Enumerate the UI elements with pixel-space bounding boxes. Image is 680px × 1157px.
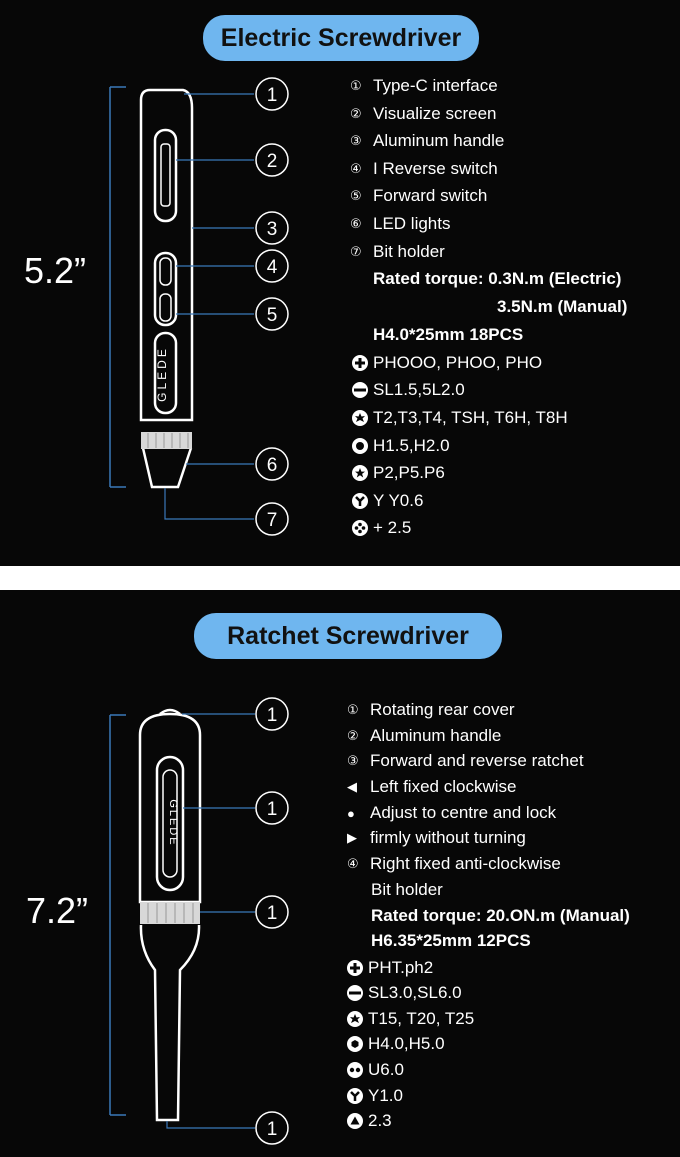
bit-item: PHT.ph2	[347, 958, 433, 978]
feature-item: ④ I Reverse switch	[350, 159, 498, 178]
callout-1: 1	[266, 85, 278, 106]
feature-item: ▶ firmly without turning	[347, 828, 526, 847]
tri-wing-icon	[347, 1088, 363, 1104]
slotted-icon	[352, 382, 368, 398]
feature-item: ① Rotating rear cover	[347, 700, 515, 719]
callout-3: 3	[266, 219, 278, 240]
ratchet-drawing	[0, 590, 680, 1157]
bit-item: Y Y0.6	[352, 491, 423, 511]
feature-item: ⑦ Bit holder	[350, 242, 445, 261]
bit-item: H4.0,H5.0	[347, 1034, 445, 1054]
bit-item: U6.0	[347, 1060, 404, 1080]
bit-item: SL1.5,5L2.0	[352, 380, 465, 400]
pentalobe-icon	[352, 465, 368, 481]
phillips-icon	[347, 960, 363, 976]
feature-item: ⑤ Forward switch	[350, 186, 488, 205]
bit-item: + 2.5	[352, 518, 411, 538]
tri-wing-icon	[352, 493, 368, 509]
ratchet-brand-text: GLEDE	[167, 799, 179, 847]
bit-item: H1.5,H2.0	[352, 436, 450, 456]
triangle-icon	[347, 1113, 363, 1129]
hex-icon	[347, 1036, 363, 1052]
callout-6: 6	[266, 455, 278, 476]
feature-item: ⑥ LED lights	[350, 214, 451, 233]
hex-icon	[352, 438, 368, 454]
bit-item: T2,T3,T4, TSH, T6H, T8H	[352, 408, 568, 428]
bit-item: PHOOO, PHOO, PHO	[352, 353, 542, 373]
electric-brand-text: GLEDE	[155, 346, 169, 402]
feature-item: Bit holder	[371, 880, 443, 899]
callout-4: 4	[266, 257, 278, 278]
electric-panel	[0, 0, 680, 566]
ratchet-title: Ratchet Screwdriver	[194, 613, 502, 659]
feature-item: ◀ Left fixed clockwise	[347, 777, 517, 796]
feature-item: ② Aluminum handle	[347, 726, 502, 745]
callout-2: 2	[266, 151, 278, 172]
feature-item: ① Type-C interface	[350, 76, 498, 95]
feature-item: ③ Forward and reverse ratchet	[347, 751, 584, 770]
u-icon	[347, 1062, 363, 1078]
feature-item: ② Visualize screen	[350, 104, 497, 123]
phillips-icon	[352, 355, 368, 371]
callout-1: 1	[266, 903, 278, 924]
callout-1: 1	[266, 705, 278, 726]
collar-ring	[140, 902, 200, 924]
feature-item: ● Adjust to centre and lock	[347, 803, 557, 822]
callout-1: 1	[266, 799, 278, 820]
led-ring	[141, 432, 192, 449]
cross-plus-icon	[352, 520, 368, 536]
torx-icon	[347, 1011, 363, 1027]
bit-item: T15, T20, T25	[347, 1009, 474, 1029]
ratchet-length: 7.2”	[26, 890, 89, 931]
bit-item: SL3.0,SL6.0	[347, 983, 462, 1003]
callout-5: 5	[266, 305, 278, 326]
bits-heading: H6.35*25mm 12PCS	[371, 931, 531, 950]
bit-item: Y1.0	[347, 1086, 403, 1106]
callout-7: 7	[266, 510, 278, 531]
ratchet-panel	[0, 590, 680, 1157]
feature-item: ③ Aluminum handle	[350, 131, 505, 150]
electric-title: Electric Screwdriver	[203, 15, 479, 61]
feature-item: ④ Right fixed anti-clockwise	[347, 854, 561, 873]
torque-line-2: 3.5N.m (Manual)	[497, 297, 628, 316]
torque-line-1: Rated torque: 20.ON.m (Manual)	[371, 906, 630, 925]
torx-icon	[352, 410, 368, 426]
bit-item: 2.3	[347, 1111, 392, 1131]
electric-length: 5.2”	[24, 250, 87, 291]
bit-item: P2,P5.P6	[352, 463, 445, 483]
callout-1: 1	[266, 1119, 278, 1140]
slotted-icon	[347, 985, 363, 1001]
torque-line-1: Rated torque: 0.3N.m (Electric)	[373, 269, 622, 288]
bits-heading: H4.0*25mm 18PCS	[373, 325, 524, 344]
